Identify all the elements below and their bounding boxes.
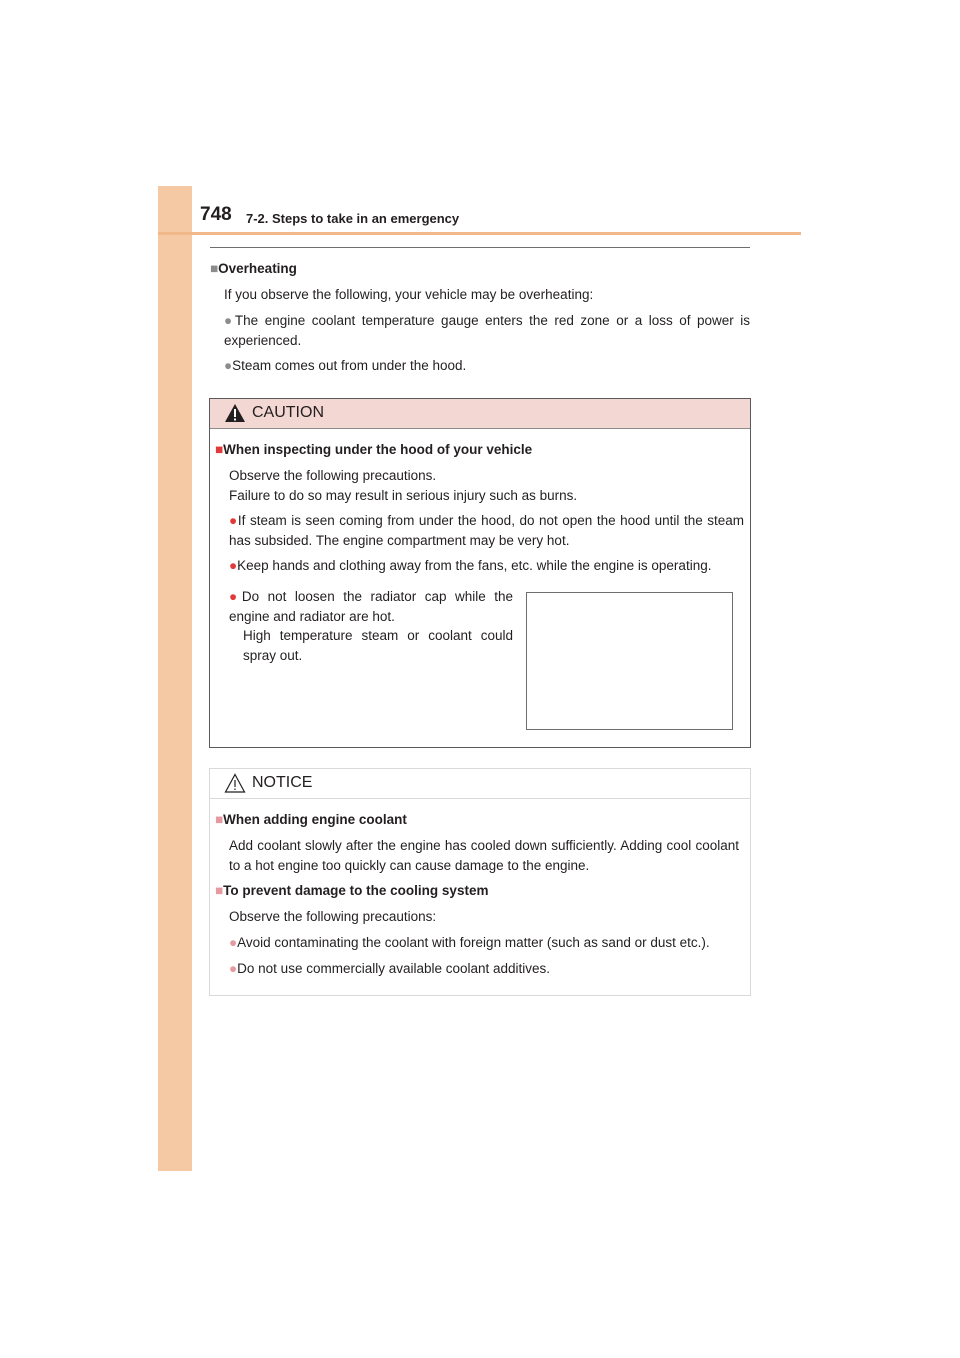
notice-text: Add coolant slowly after the engine has cooled down sufficiently. Adding cool coolant to a hot engine too quickly can cause damage to the engine. xyxy=(229,838,739,873)
caution-bullet: ●Do not loosen the radiator cap while the engine and radiator are hot. High temperature steam or coolant could spray out. xyxy=(229,589,513,663)
caution-bullet: ●Keep hands and clothing away from the fans, etc. while the engine is operating. xyxy=(229,558,712,573)
square-bullet-icon: ■ xyxy=(215,812,224,827)
caution-header xyxy=(210,399,750,429)
warning-outline-icon xyxy=(224,773,246,793)
notice-subtitle: ■To prevent damage to the cooling system xyxy=(215,883,489,898)
notice-label: NOTICE xyxy=(252,774,313,791)
square-bullet-icon: ■ xyxy=(210,261,219,276)
overheating-bullet: ●The engine coolant temperature gauge enters the red zone or a loss of power is experienced. xyxy=(224,313,751,348)
overheating-heading: ■Overheating xyxy=(210,261,297,276)
radiator-illustration xyxy=(526,592,733,730)
notice-text: Observe the following precautions: xyxy=(229,909,437,924)
notice-subtitle: ■When adding engine coolant xyxy=(215,812,407,827)
circle-bullet-icon: ● xyxy=(224,313,235,328)
page-number: 748 xyxy=(200,204,232,225)
notice-header xyxy=(210,769,750,799)
circle-bullet-icon: ● xyxy=(229,558,238,573)
caution-subtitle: ■When inspecting under the hood of your vehicle xyxy=(215,442,533,457)
circle-bullet-icon: ● xyxy=(229,589,242,604)
notice-bullet: ●Avoid contaminating the coolant with foreign matter (such as sand or dust etc.). xyxy=(229,935,710,950)
caution-box xyxy=(209,398,751,748)
notice-box xyxy=(209,768,751,996)
section-title: 7-2. Steps to take in an emergency xyxy=(246,211,460,226)
overheating-intro: If you observe the following, your vehicle may be overheating: xyxy=(224,287,594,302)
square-bullet-icon: ■ xyxy=(215,442,224,457)
chapter-side-tab xyxy=(158,186,192,1171)
circle-bullet-icon: ● xyxy=(224,358,233,373)
overheating-bullet: ●Steam comes out from under the hood. xyxy=(224,358,467,373)
caution-intro: Observe the following precautions. Failure to do so may result in serious injury such as burns. xyxy=(229,468,578,503)
notice-bullet: ●Do not use commercially available coolant additives. xyxy=(229,961,551,976)
circle-bullet-icon: ● xyxy=(229,935,238,950)
square-bullet-icon: ■ xyxy=(215,883,224,898)
caution-label: CAUTION xyxy=(252,404,324,421)
circle-bullet-icon: ● xyxy=(229,513,238,528)
circle-bullet-icon: ● xyxy=(229,961,238,976)
header-line xyxy=(158,232,801,235)
divider xyxy=(210,247,750,248)
warning-icon xyxy=(224,403,246,423)
caution-bullet: ●If steam is seen coming from under the hood, do not open the hood until the steam has subsided. The engine compartment may be very hot. xyxy=(229,513,744,548)
